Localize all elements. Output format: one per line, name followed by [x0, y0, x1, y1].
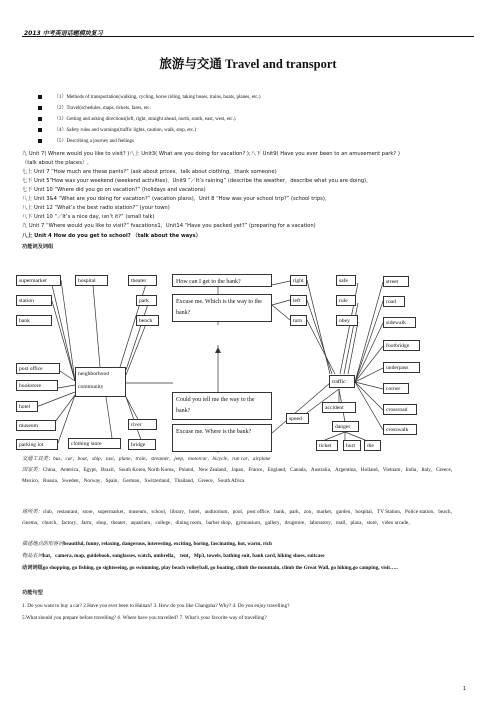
- word-box: bank: [16, 315, 52, 326]
- objective-item: （5）Describing a journey and feelings: [38, 137, 134, 144]
- objective-item: （1）Methods of transportation(walking, cycling, horse riding, taking buses, trains, boats, planes, etc.): [38, 93, 261, 100]
- word-box: crosswalk: [383, 424, 417, 435]
- word-box: accident: [322, 402, 356, 413]
- running-header: 2013 中考英语话题模块复习: [24, 30, 103, 37]
- word-box: hospital: [75, 275, 108, 286]
- objective-item: （4）Safety rules and warnings(traffic lights, caution, walk, stop, etc.): [38, 126, 196, 133]
- vocab-text: go shopping, go fishing, go sightseeing, go swimming, play beach volleyball, go boating, climb the mountain, climb the Great Wall, go hiking,go camping, visit…..: [42, 565, 398, 571]
- vocab-text: beautiful, funny, relaxing, dangerous, interesting, exciting, boring, fascinating, hot, warm, rich: [63, 541, 272, 547]
- word-box: safe: [336, 275, 356, 286]
- page-title: 旅游与交通 Travel and transport: [159, 57, 337, 71]
- word-box: clothing store: [68, 438, 121, 449]
- vocab-countries: [22, 465, 472, 486]
- unit-line: 七下 Unit 10 “Where did you go on vacation?” (holidays and vacations): [22, 187, 206, 193]
- vocab-label: 国家类：: [22, 467, 43, 473]
- vocab-text: hat，camera, map, guidebook, sunglasses, watch, umbrella， tent，Mp3, towels, bathing suit, bank card, hiking shoes, suitcase: [42, 553, 325, 559]
- word-box: road: [383, 296, 405, 307]
- vocab-label: 场所类：: [22, 509, 43, 515]
- word-box: park: [136, 295, 157, 306]
- vocab-text: China，America，Egypt，Brazil，South Korea, North Korea，Poland，New Zealand，Japan，France，England，Canada，Australia，Argentina，Holland，Vietnam，India，Italy，Greece，Mexico，Russia，Sweden，Norway，Spain，German，Switzerland，Thailand，Greece，South Africa: [22, 467, 456, 484]
- unit4-heading: 八上 Unit 4 How do you get to school? （talk about the ways）: [22, 233, 201, 239]
- sentence-line: 1. Do you want to buy a car? 2.Have you ever been to Hainan? 3. How do you like Changsha? Why? 4. Do you enjoy travelling?: [22, 603, 290, 609]
- word-box: die: [364, 440, 381, 451]
- word-box: left: [290, 295, 307, 306]
- vocab-label: 交通工具类：: [22, 456, 54, 462]
- word-box: street: [383, 276, 409, 287]
- vocab-items: [22, 551, 472, 562]
- center-box-neighborhood: [75, 367, 126, 397]
- word-box: danger: [332, 421, 359, 432]
- word-box: station: [16, 295, 52, 306]
- word-box: post office: [16, 363, 60, 374]
- word-box: ticket: [316, 440, 338, 451]
- word-box: corner: [383, 383, 409, 394]
- word-box: crossroad: [383, 404, 417, 415]
- word-box: right: [290, 275, 307, 286]
- unit-line: 八下 Unit 10 “／It’s a nice day, isn’t it?” (small talk): [22, 214, 155, 220]
- vocab-verb-phrases: [22, 563, 472, 574]
- word-label: neighborhood: [78, 371, 110, 377]
- word-box: bench: [136, 315, 159, 326]
- unit-line: 七上 Unit 7 “How much are these pants?” (ask about prices，talk about clothing，thank someone): [22, 169, 277, 175]
- objective-item: （3）Getting and asking directions(left, right, straight ahead, north, south, east, west, etc.): [38, 115, 236, 122]
- word-box: sidewalk: [383, 317, 416, 328]
- sentence-line: 5.What should you prepare before travelling? 6. Where have you travelled? 7. What’s your favorite way of travelling?: [22, 615, 267, 621]
- word-box: bridge: [128, 439, 156, 450]
- question-box: How can I get to the bank?: [172, 274, 272, 287]
- word-box: theater: [128, 275, 157, 286]
- word-box: speed: [286, 413, 309, 424]
- unit-line: 九 Unit 7 “Where would you like to visit?” fvacations1，Unit14 “Have you packed yet?” (preparing for a vacation): [22, 223, 316, 229]
- vocab-adjectives: [22, 539, 472, 550]
- question-box: Excuse me. Where is the bank?: [172, 424, 272, 452]
- objective-item: （2）Travel(schedules, maps, tickets, fares, etc.: [38, 104, 151, 111]
- word-box: rule: [336, 295, 356, 306]
- section-heading-words: 功能词及词组: [22, 244, 54, 250]
- question-box: Could you tell me the way to the bank?: [172, 392, 272, 420]
- word-box: parking lot: [16, 439, 58, 450]
- word-box: obey: [336, 315, 358, 326]
- vocab-label: 描述地点的形容词: [22, 541, 64, 547]
- vocab-text: club，restaurant，store，supermarket，museum，school，library，hotel，auditorium，pool，post office，bank，park，zoo，market，garden，hospital，TV Station，Police station，beach，cinema，church，factory，farm，shop，theater，aquarium，college，dining room，barber shop，gymnasium，gallery，drugstore，laboratory，mall，plaza，store，video arcade，: [22, 509, 456, 526]
- question-box: Excuse me. Which is the way to the bank?: [172, 294, 272, 322]
- word-box: hurt: [343, 440, 361, 451]
- unit-line: 八上 Unit 12 “What’s the best radio station?” (your town): [22, 205, 170, 211]
- word-box: river: [128, 419, 157, 430]
- section-heading-sentences: 功能句型: [22, 590, 43, 596]
- unit-line: 八上 Unit 3&4 “What are you doing for vacation?” (vacation plans)，Unit 8 “How was your school trip?” (school trips)，: [22, 196, 331, 202]
- word-box: supermarket: [16, 275, 61, 286]
- vocab-label: 动词词组: [22, 565, 43, 571]
- word-box: footbridge: [383, 340, 420, 351]
- unit-line: 七下 Unit 5“How was your weekend (weekend activities)，Unit9 “／It’s raining” (describe the weather，describe what you are doing)，: [22, 178, 372, 184]
- unit-line: （talk about the places）,: [22, 160, 89, 166]
- vocab-places: [22, 507, 472, 528]
- word-box: hotel: [16, 401, 38, 412]
- vocab-text: bus，car，boat，ship，taxi，plane，train，streamer，jeep，motorcar，bicycle，run car，airplane: [53, 456, 271, 462]
- word-label: community: [78, 384, 104, 390]
- word-box: turn: [290, 315, 307, 326]
- word-box: bookstore: [16, 380, 58, 391]
- word-box: museum: [16, 420, 56, 431]
- page-number: 1: [462, 686, 466, 692]
- vocab-transport: [22, 454, 472, 465]
- vocab-label: 物品名词: [22, 553, 43, 559]
- center-box-traffic: traffic: [329, 375, 355, 388]
- unit-line: 九 Unit 7( Where would you like to visit? )八上 Unit3( What are you doing for vacation? );八下 Unit9( Have you ever been to an amusement park? ): [22, 151, 400, 157]
- word-box: underpass: [383, 362, 420, 373]
